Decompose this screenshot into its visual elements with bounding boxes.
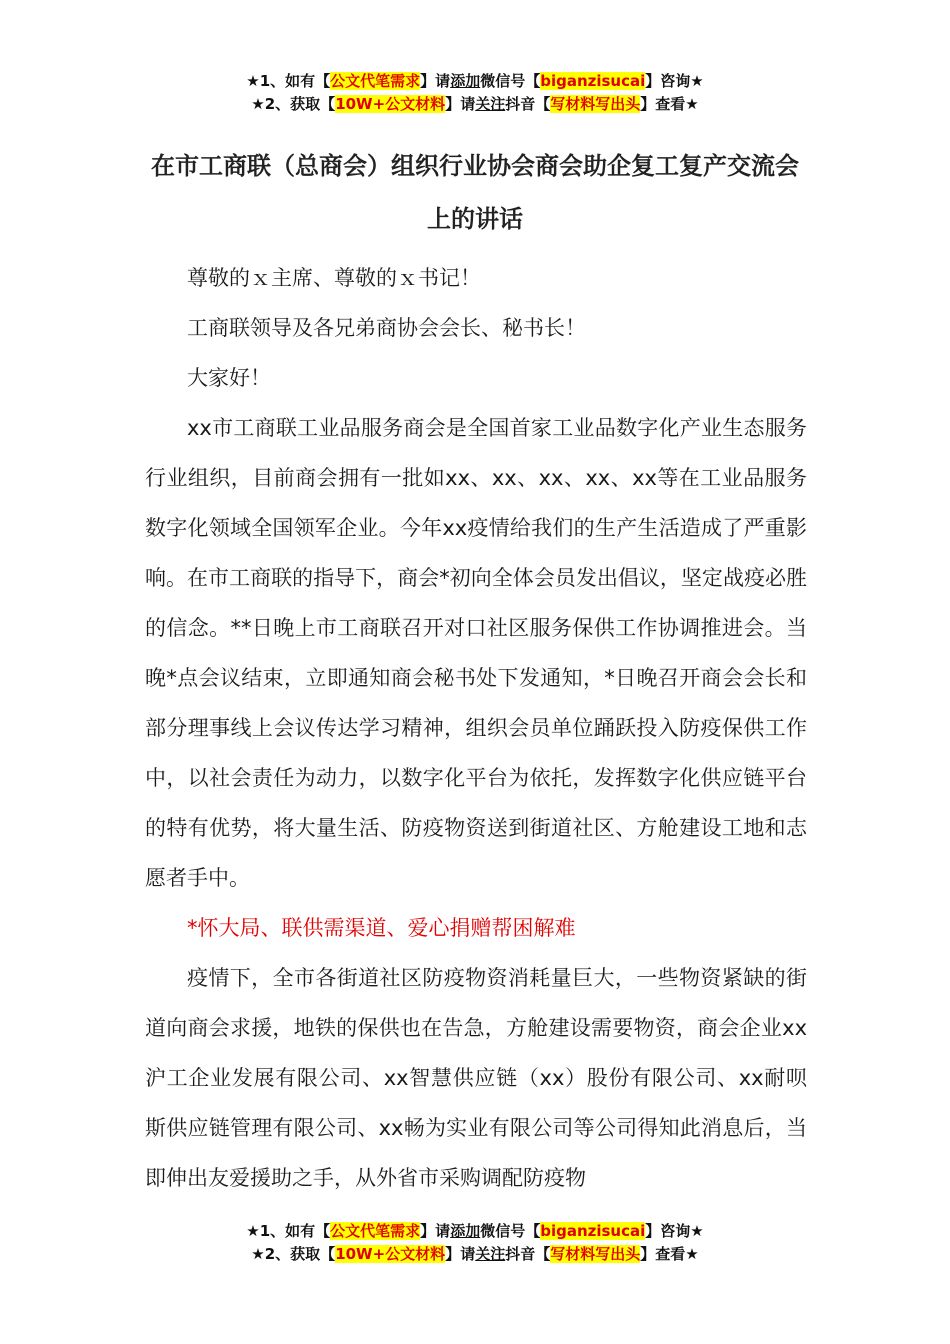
banner-text: 】查看★ (640, 1245, 699, 1263)
banner-highlight: 10W+公文材料 (335, 95, 446, 113)
banner-underline: 添加 (450, 1222, 481, 1240)
banner-text: 微信号【 (480, 72, 541, 90)
greeting: 大家好！ (187, 366, 271, 390)
banner-highlight-wechat: biganzisucai (540, 72, 646, 90)
banner-highlight-douyin: 写材料写出头 (550, 1245, 641, 1263)
banner-highlight: 公文代笔需求 (330, 72, 421, 90)
body-paragraph: 疫情下，全市各街道社区防疫物资消耗量巨大，一些物资紧缺的街道向商会求援，地铁的保供也在告急，方舱建设需要物资，商会企业xx沪工企业发展有限公司、xx智慧供应链（xx）股份有限公司、xx耐呗斯供应链管理有限公司、xx畅为实业有限公司等公司得知此消息后，当即伸出友爱援助之手，从外省市采购调配防疫物 (145, 966, 807, 1190)
banner-highlight: 公文代笔需求 (330, 1222, 421, 1240)
header-banner (0, 70, 950, 116)
banner-text: 】咨询★ (645, 1222, 704, 1240)
banner-highlight: 10W+公文材料 (335, 1245, 446, 1263)
document-title: 在市工商联（总商会）组织行业协会商会助企复工复产交流会上的讲话 (151, 152, 799, 233)
banner-text: 】请 (420, 72, 451, 90)
banner-line-2 (0, 1243, 950, 1266)
body-paragraph: xx市工商联工业品服务商会是全国首家工业品数字化产业生态服务行业组织，目前商会拥有一批如xx、xx、xx、xx、xx等在工业品服务数字化领域全国领军企业。今年xx疫情给我们的生产生活造成了严重影响。在市工商联的指导下，商会*初向全体会员发出倡议，坚定战疫必胜的信念。**日晚上市工商联召开对口社区服务保供工作协调推进会。当晚*点会议结束，立即通知商会秘书处下发通知，*日晚召开商会会长和部分理事线上会议传达学习精神，组织会员单位踊跃投入防疫保供工作中，以社会责任为动力，以数字化平台为依托，发挥数字化供应链平台的特有优势，将大量生活、防疫物资送到街道社区、方舱建设工地和志愿者手中。 (145, 416, 807, 890)
banner-text: 微信号【 (480, 1222, 541, 1240)
section-heading: *怀大局、联供需渠道、爱心捐赠帮困解难 (187, 916, 576, 940)
banner-text: 】请 (420, 1222, 451, 1240)
banner-highlight-wechat: biganzisucai (540, 1222, 646, 1240)
banner-line-1 (0, 70, 950, 93)
banner-underline: 添加 (450, 72, 481, 90)
banner-text: ★2、获取【 (251, 1245, 336, 1263)
banner-text: 】咨询★ (645, 72, 704, 90)
banner-text: ★2、获取【 (251, 95, 336, 113)
banner-text: 抖音【 (505, 1245, 551, 1263)
banner-line-1 (0, 1220, 950, 1243)
salutation-1: 尊敬的ｘ主席、尊敬的ｘ书记！ (187, 266, 481, 290)
banner-text: ★1、如有【 (246, 72, 331, 90)
footer-banner (0, 1220, 950, 1266)
banner-line-2 (0, 93, 950, 116)
document-body (145, 253, 807, 1203)
banner-highlight-douyin: 写材料写出头 (550, 95, 641, 113)
banner-text: 抖音【 (505, 95, 551, 113)
banner-underline: 关注 (475, 95, 506, 113)
banner-text: 】请 (445, 95, 476, 113)
banner-underline: 关注 (475, 1245, 506, 1263)
banner-text: 】查看★ (640, 95, 699, 113)
banner-text: ★1、如有【 (246, 1222, 331, 1240)
salutation-2: 工商联领导及各兄弟商协会会长、秘书长！ (187, 316, 586, 340)
banner-text: 】请 (445, 1245, 476, 1263)
